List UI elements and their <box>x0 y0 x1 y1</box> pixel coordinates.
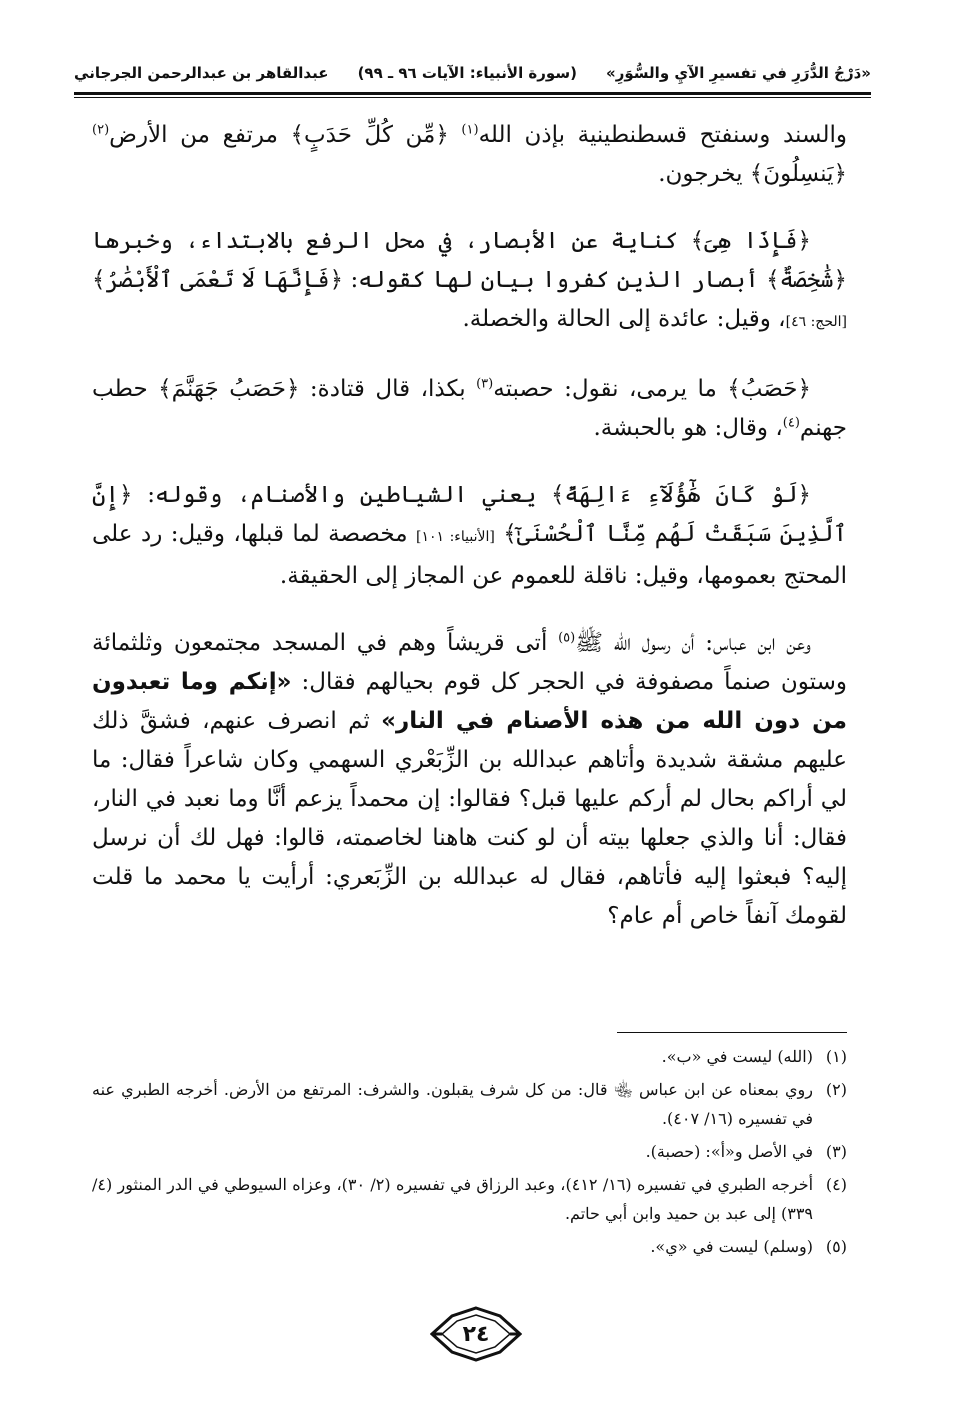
footnote-item <box>92 1075 847 1133</box>
paragraph-text: ﴿فَإِذَا هِىَ﴾ كناية عن الأبصار، في محل الرفع بالابتداء، وخبرها ﴿شَٰخِصَةٌ﴾ أبصار الذين كفروا بيان لها كقوله: ﴿فَإِنَّهَا لَا تَعْمَى ٱلْأَبْصَٰرُ﴾ <box>92 228 847 293</box>
footnote-number: (٣) <box>825 1142 847 1161</box>
footnote-ref[interactable]: (٢) <box>92 122 110 138</box>
footnote-text: (الله) ليست في «ب». <box>661 1047 813 1066</box>
paragraph-text: والسند وسنفتح قسطنطينية بإذن الله <box>478 122 847 148</box>
hadith-quote: «إنكم وما تعبدون من دون الله من هذه الأصنام في النار» <box>92 669 848 734</box>
footnote-number: (٤) <box>825 1175 847 1194</box>
paragraph-text: مخصصة لما قبلها، وقيل: رد على المحتج بعمومها، وقيل: ناقلة للعموم عن المجاز إلى الحقيقة. <box>92 521 847 589</box>
footnote-ref[interactable]: (٤) <box>782 415 800 431</box>
footnote-item <box>92 1137 847 1166</box>
footnote-separator <box>617 1032 847 1033</box>
footnotes <box>92 1042 847 1265</box>
footnote-item <box>92 1170 847 1228</box>
paragraph-text: ﴿مِّن كُلِّ حَدَبٍ﴾ مرتفع من الأرض <box>109 122 462 148</box>
paragraph-2 <box>92 222 847 342</box>
paragraph-4 <box>92 476 847 596</box>
footnote-item <box>92 1042 847 1071</box>
verse-citation: [الأنبياء: ١٠١] <box>415 529 495 545</box>
verse-citation: [الحج: ٤٦] <box>785 314 847 330</box>
paragraph-5 <box>92 624 847 936</box>
paragraph-text: ، وقال: هو بالحبشة. <box>593 415 783 441</box>
book-title: «دَرْجُ الدُّرَرِ في تفسيرِ الآيِ والسُّوَرِ» <box>606 64 871 82</box>
page-number-ornament <box>430 1306 522 1362</box>
paragraph-text: ﴿يَنسِلُونَ﴾ يخرجون. <box>658 161 847 187</box>
footnote-text: في الأصل و«أ»: (حصبة). <box>645 1142 813 1161</box>
footnote-ref[interactable]: (١) <box>461 122 479 138</box>
footnote-number: (١) <box>825 1047 847 1066</box>
footnote-item <box>92 1232 847 1261</box>
paragraph-text: بكذا، قال قتادة: ﴿حَصَبُ جَهَنَّمَ﴾ حطب جهنم <box>92 376 847 441</box>
footnote-ref[interactable]: (٥) <box>558 630 576 646</box>
paragraph-text: وعن ابن عباس: أن رسول الله ﷺ <box>575 630 811 656</box>
paragraph-text: ، وقيل: عائدة إلى الحالة والخصلة. <box>462 306 786 332</box>
footnote-text: أخرجه الطبري في تفسيره (١٦/ ٤١٢)، وعبد الرزاق في تفسيره (٢/ ٣٠)، وعزاه السيوطي في الدر المنثور (٤/ ٣٣٩) إلى عبد بن حميد وابن أبي حاتم. <box>92 1175 814 1223</box>
header-rule-thick <box>74 92 871 95</box>
paragraph-1 <box>92 116 847 194</box>
footnote-text: (وسلم) ليست في «ي». <box>650 1237 813 1256</box>
header-rule-thin <box>74 97 871 98</box>
section-title: (سورة الأنبياء: الآيات ٩٦ ـ ٩٩) <box>357 64 577 82</box>
paragraph-3 <box>92 370 847 448</box>
paragraph-text: ﴿حَصَبُ﴾ ما يرمى، نقول: حصبته <box>493 376 811 402</box>
page-number: ٢٤ <box>462 1321 490 1347</box>
footnote-text: روي بمعناه عن ابن عباس ﵄ قال: من كل شرف يقبلون. والشرف: المرتفع من الأرض. أخرجه الطبري عنه في تفسيره (١٦/ ٤٠٧). <box>92 1080 813 1128</box>
footnote-number: (٢) <box>825 1080 847 1099</box>
running-header <box>74 56 871 90</box>
paragraph-text: ثم انصرف عنهم، فشقَّ ذلك عليهم مشقة شديدة وأتاهم عبدالله بن الزِّبَعْري السهمي وكان شاعراً فقال: ما لي أراكم بحال لم أركم عليها قبل؟ فقالوا: إن محمداً يزعم أنَّا وما نعبد في النار، فقال: أنا والذي جعلها بيته أن لو كنت هاهنا لخاصمته، قالوا: فهل لك أن نرسل إليه؟ فبعثوا إليه فأتاهم، فقال له عبدالله بن الزِّبَعري: أرأيت يا محمد ما قلت لقومك آنفاً خاص أم عام؟ <box>92 708 847 929</box>
footnote-ref[interactable]: (٣) <box>476 376 494 392</box>
main-text <box>92 116 847 964</box>
paragraph-text: أتى قريشاً وهم في المسجد مجتمعون وثلثمائة وستون صنماً مصفوفة في الحجر كل قوم بحيالهم فقال: <box>92 630 847 695</box>
footnote-number: (٥) <box>825 1237 847 1256</box>
paragraph-text: ﴿لَوْ كَانَ هَٰٓؤُلَآءِ ءَالِهَةً﴾ يعني الشياطين والأصنام، وقوله: ﴿إِنَّ ٱلَّذِينَ سَبَقَتْ لَهُم مِّنَّا ٱلْحُسْنَىٰٓ﴾ <box>92 482 847 547</box>
author-name: عبدالقاهر بن عبدالرحمن الجرجاني <box>74 64 329 82</box>
